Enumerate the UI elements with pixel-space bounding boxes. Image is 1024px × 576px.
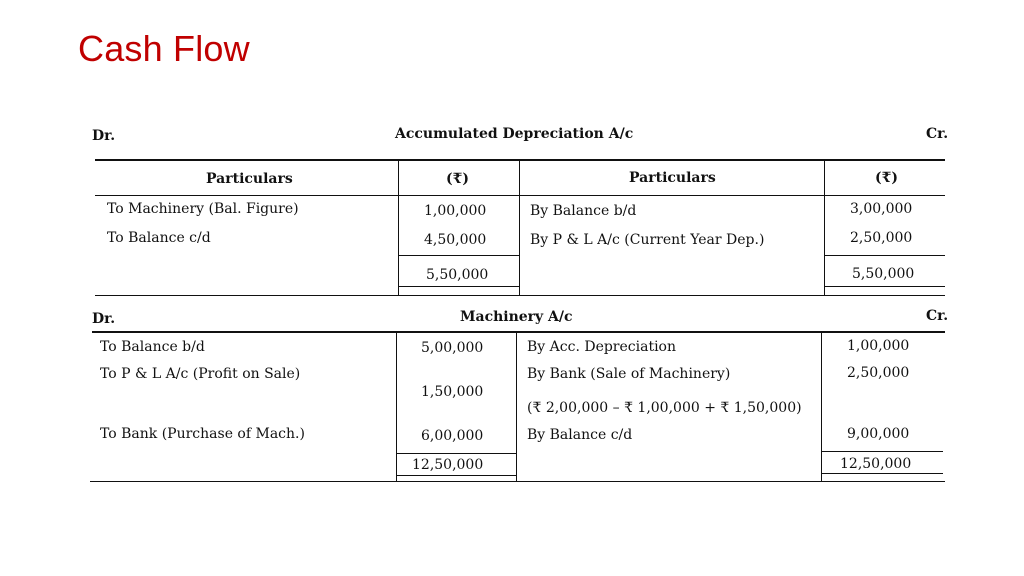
credit-particular: By P & L A/c (Current Year Dep.) — [530, 232, 765, 248]
credit-amount: 9,00,000 — [847, 426, 910, 442]
total-double-rule-left — [398, 286, 519, 287]
total-rule-left — [396, 453, 516, 454]
total-rule-right — [824, 255, 945, 256]
bottom-rule — [90, 481, 945, 482]
col-divider — [821, 332, 822, 481]
total-double-rule-left — [396, 475, 516, 476]
credit-particular: By Balance c/d — [527, 427, 633, 443]
dr-label: Dr. — [92, 311, 116, 327]
col-divider — [519, 159, 520, 296]
total-rule-right — [821, 451, 943, 452]
column-header-amount: (₹) — [875, 170, 898, 186]
credit-amount: 3,00,000 — [850, 201, 913, 217]
credit-total: 12,50,000 — [840, 456, 912, 472]
col-divider — [516, 332, 517, 481]
cr-label: Cr. — [926, 126, 949, 142]
column-header-particulars: Particulars — [629, 170, 716, 186]
bottom-rule — [95, 295, 945, 296]
debit-particular: To Balance b/d — [100, 339, 205, 355]
debit-total: 12,50,000 — [412, 457, 484, 473]
top-rule — [92, 331, 945, 333]
account-title: Accumulated Depreciation A/c — [395, 126, 634, 142]
account-title: Machinery A/c — [460, 309, 573, 325]
debit-amount: 4,50,000 — [424, 232, 487, 248]
credit-amount: 2,50,000 — [847, 365, 910, 381]
debit-amount: 5,00,000 — [421, 340, 484, 356]
debit-particular: To Balance c/d — [107, 230, 211, 246]
debit-particular: To P & L A/c (Profit on Sale) — [100, 366, 301, 382]
total-double-rule-right — [824, 286, 945, 287]
debit-amount: 1,00,000 — [424, 203, 487, 219]
col-divider — [396, 332, 397, 481]
debit-total: 5,50,000 — [426, 267, 489, 283]
dr-label: Dr. — [92, 128, 116, 144]
credit-amount: 2,50,000 — [850, 230, 913, 246]
debit-amount: 1,50,000 — [421, 384, 484, 400]
column-header-particulars: Particulars — [206, 171, 293, 187]
debit-particular: To Bank (Purchase of Mach.) — [100, 426, 305, 442]
cr-label: Cr. — [926, 308, 949, 324]
col-divider — [824, 159, 825, 296]
credit-particular: By Acc. Depreciation — [527, 339, 677, 355]
credit-total: 5,50,000 — [852, 266, 915, 282]
col-divider — [398, 159, 399, 296]
debit-particular: To Machinery (Bal. Figure) — [107, 201, 299, 217]
slide-title: Cash Flow — [78, 28, 250, 69]
top-rule — [95, 159, 945, 161]
credit-particular: By Bank (Sale of Machinery) — [527, 366, 731, 382]
credit-particular: By Balance b/d — [530, 203, 637, 219]
credit-particular-note: (₹ 2,00,000 – ₹ 1,00,000 + ₹ 1,50,000) — [527, 400, 802, 416]
column-header-amount: (₹) — [446, 171, 469, 187]
credit-amount: 1,00,000 — [847, 338, 910, 354]
total-double-rule-right — [821, 473, 943, 474]
debit-amount: 6,00,000 — [421, 428, 484, 444]
header-rule — [95, 195, 945, 196]
total-rule-left — [398, 255, 519, 256]
